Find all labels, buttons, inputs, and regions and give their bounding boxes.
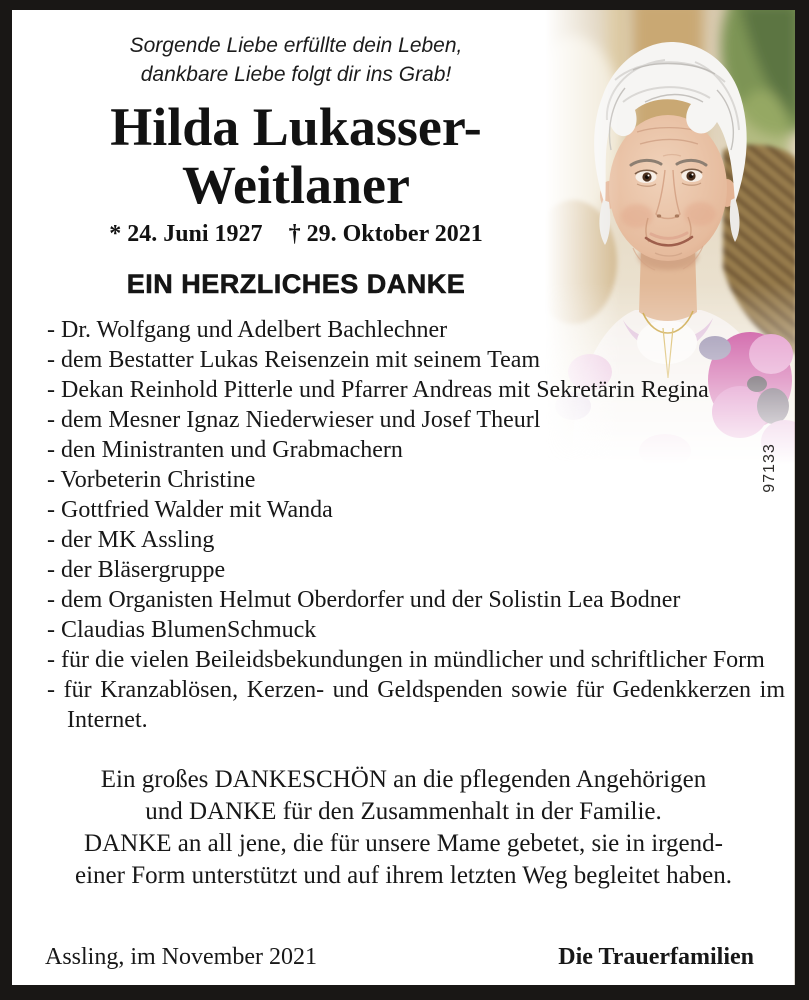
epigraph: [12, 31, 580, 89]
header-column: [12, 10, 580, 300]
thanks-item: - der MK Assling: [47, 527, 215, 553]
card-footer: [45, 944, 754, 971]
thanks-item: - der Bläsergruppe: [47, 557, 226, 583]
obituary-card: [12, 10, 795, 985]
thanks-heading: EIN HERZLICHES DANKE: [126, 269, 466, 299]
death-date: † 29. Oktober 2021: [288, 221, 483, 247]
deceased-name-line-1: Hilda Lukasser-: [110, 97, 482, 157]
thanks-item: - dem Mesner Ignaz Niederwieser und Josef Theurl: [47, 407, 541, 433]
epigraph-line-1: Sorgende Liebe erfüllte dein Leben,: [129, 34, 463, 57]
place-and-date: Assling, im November 2021: [45, 944, 317, 970]
closing-line-4: einer Form unterstützt und auf ihrem letzten Weg begleitet haben.: [74, 862, 733, 889]
thanks-item: - für Kranzablösen, Kerzen- und Geldspenden sowie für Gedenkkerzen im Internet.: [47, 677, 785, 733]
thanks-item: - Claudias BlumenSchmuck: [47, 617, 317, 643]
mourning-families-signature: Die Trauerfamilien: [558, 944, 754, 970]
closing-line-2: und DANKE für den Zusammenhalt in der Familie.: [145, 798, 662, 825]
epigraph-line-2: dankbare Liebe folgt dir ins Grab!: [140, 63, 452, 86]
life-dates: [12, 221, 580, 248]
deceased-name: [12, 98, 580, 214]
thanks-item: - für die vielen Beileidsbekundungen in mündlicher und schriftlicher Form: [47, 647, 765, 673]
thanks-item: - Vorbeterin Christine: [47, 467, 256, 493]
thanks-item: - den Ministranten und Grabmachern: [47, 437, 403, 463]
card-content: [12, 10, 795, 892]
thanks-list: [47, 315, 785, 735]
closing-line-1: Ein großes DANKESCHÖN an die pflegenden Angehörigen: [100, 766, 707, 793]
thanks-item: - dem Organisten Helmut Oberdorfer und der Solistin Lea Bodner: [47, 587, 681, 613]
thanks-item: - Dr. Wolfgang und Adelbert Bachlechner: [47, 317, 448, 343]
thanks-item: - dem Bestatter Lukas Reisenzein mit seinem Team: [47, 347, 541, 373]
deceased-name-line-2: Weitlaner: [182, 155, 410, 215]
birth-date: * 24. Juni 1927: [109, 221, 263, 247]
print-code: 97133: [761, 443, 778, 493]
closing-paragraph: [12, 764, 795, 892]
closing-line-3: DANKE an all jene, die für unsere Mame gebetet, sie in irgend-: [84, 830, 723, 857]
thanks-item: - Gottfried Walder mit Wanda: [47, 497, 333, 523]
thanks-item: - Dekan Reinhold Pitterle und Pfarrer Andreas mit Sekretärin Regina: [47, 377, 709, 403]
